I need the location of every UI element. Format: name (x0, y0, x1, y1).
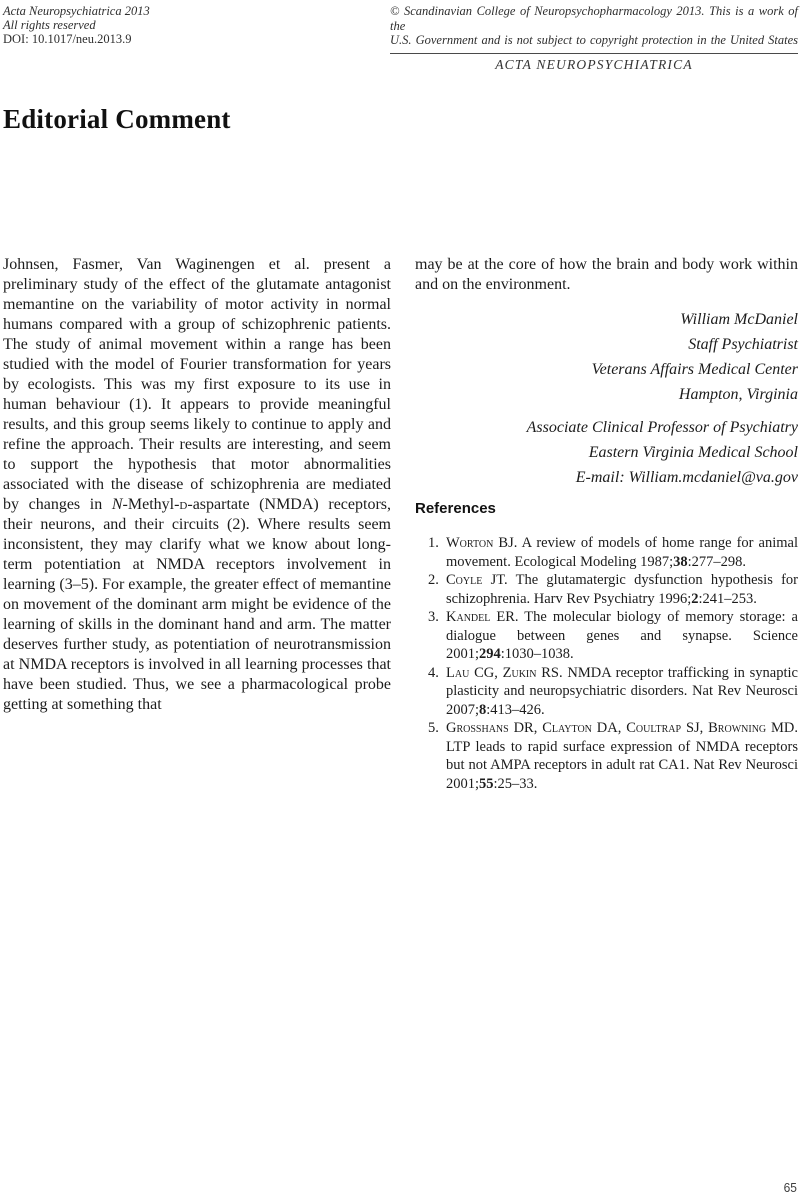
journal-name: ACTA NEUROPSYCHIATRICA (495, 56, 693, 72)
reference-text: Worton BJ. A review of models of home range for animal movement. Ecological Modeling 1987;38:277–298. (446, 535, 798, 570)
right-column (415, 255, 798, 793)
author-email: E-mail: William.mcdaniel@va.gov (575, 469, 798, 486)
reference-text: Kandel ER. The molecular biology of memory storage: a dialogue between genes and synapse. Science 2001;294:1030–1038. (446, 609, 798, 662)
publisher-info (3, 4, 150, 46)
page-number: 65 (783, 1180, 797, 1195)
author-location: Hampton, Virginia (678, 386, 798, 403)
reference-number: 4. (428, 664, 439, 681)
reference-item (415, 719, 798, 793)
copyright-block (390, 4, 798, 72)
reference-item (415, 664, 798, 720)
author-affiliation: Veterans Affairs Medical Center (591, 361, 798, 378)
reference-number: 5. (428, 720, 439, 736)
left-column (3, 255, 391, 793)
article-title: Editorial Comment (3, 104, 231, 134)
author-school: Eastern Virginia Medical School (588, 444, 798, 461)
reference-number: 2. (428, 572, 439, 588)
page-footer (783, 1179, 797, 1197)
reference-number: 3. (428, 609, 439, 625)
header-rule (390, 53, 798, 54)
reference-item (415, 571, 798, 608)
copyright-line: U.S. Government and is not subject to copyright protection in the United States (390, 33, 798, 47)
doi-line: DOI: 10.1017/neu.2013.9 (3, 32, 132, 46)
references-list (415, 534, 798, 793)
reference-text: Lau CG, Zukin RS. NMDA receptor trafficking in synaptic plasticity and neuropsychiatric disorders. Nat Rev Neurosci 2007;8:413–426. (446, 664, 798, 718)
reference-text: Grosshans DR, Clayton DA, Coultrap SJ, Browning MD. LTP leads to rapid surface expression of NMDA receptors but not AMPA receptors in adult rat CA1. Nat Rev Neurosci 2001;55:25–33. (446, 720, 798, 792)
rights-line: All rights reserved (3, 18, 96, 32)
body-paragraph: Johnsen, Fasmer, Van Waginengen et al. present a preliminary study of the effect of the glutamate antagonist memantine on the variability of motor activity in normal humans compared with a group of schizophrenic patients. The study of animal movement within a range has been studied with the model of Fourier transformation for years by ecologists. This was my first exposure to its use in human behaviour (1). It appears to provide meaningful results, and this group seems likely to continue to apply and refine the approach. Their results are interesting, and seem to support the hypothesis that motor abnormalities associated with the disease of schizophrenia are mediated by changes in N-Methyl-d-aspartate (NMDA) receptors, their neurons, and their circuits (2). Where results seem inconsistent, they may clarify what we know about long-term potentiation at NMDA receptors involvement in learning (3–5). For example, the greater effect of memantine on movement of the dominant arm might be evidence of the learning of skills in the dominant hand and arm. The matter deserves further study, as potentiation of neurotransmission at NMDA receptors is involved in all learning processes that have been studied. Thus, we see a pharmacological probe getting at something that (3, 256, 391, 713)
reference-item (415, 608, 798, 664)
author-title: Associate Clinical Professor of Psychiatry (526, 419, 798, 436)
signature-block-secondary (415, 415, 798, 490)
journal-line: Acta Neuropsychiatrica 2013 (3, 4, 150, 18)
author-name: William McDaniel (680, 311, 798, 328)
reference-number: 1. (428, 535, 439, 551)
author-role: Staff Psychiatrist (688, 336, 798, 353)
signature-block (415, 307, 798, 407)
reference-item (415, 534, 798, 571)
copyright-line: © Scandinavian College of Neuropsychopharmacology 2013. This is a work of the (390, 4, 798, 33)
reference-text: Coyle JT. The glutamatergic dysfunction hypothesis for schizophrenia. Harv Rev Psychiatry 1996;2:241–253. (446, 572, 798, 607)
references-heading: References (415, 500, 496, 517)
continuation-paragraph: may be at the core of how the brain and body work within and on the environment. (415, 256, 798, 293)
article-body (3, 255, 798, 793)
page-header (3, 4, 798, 72)
